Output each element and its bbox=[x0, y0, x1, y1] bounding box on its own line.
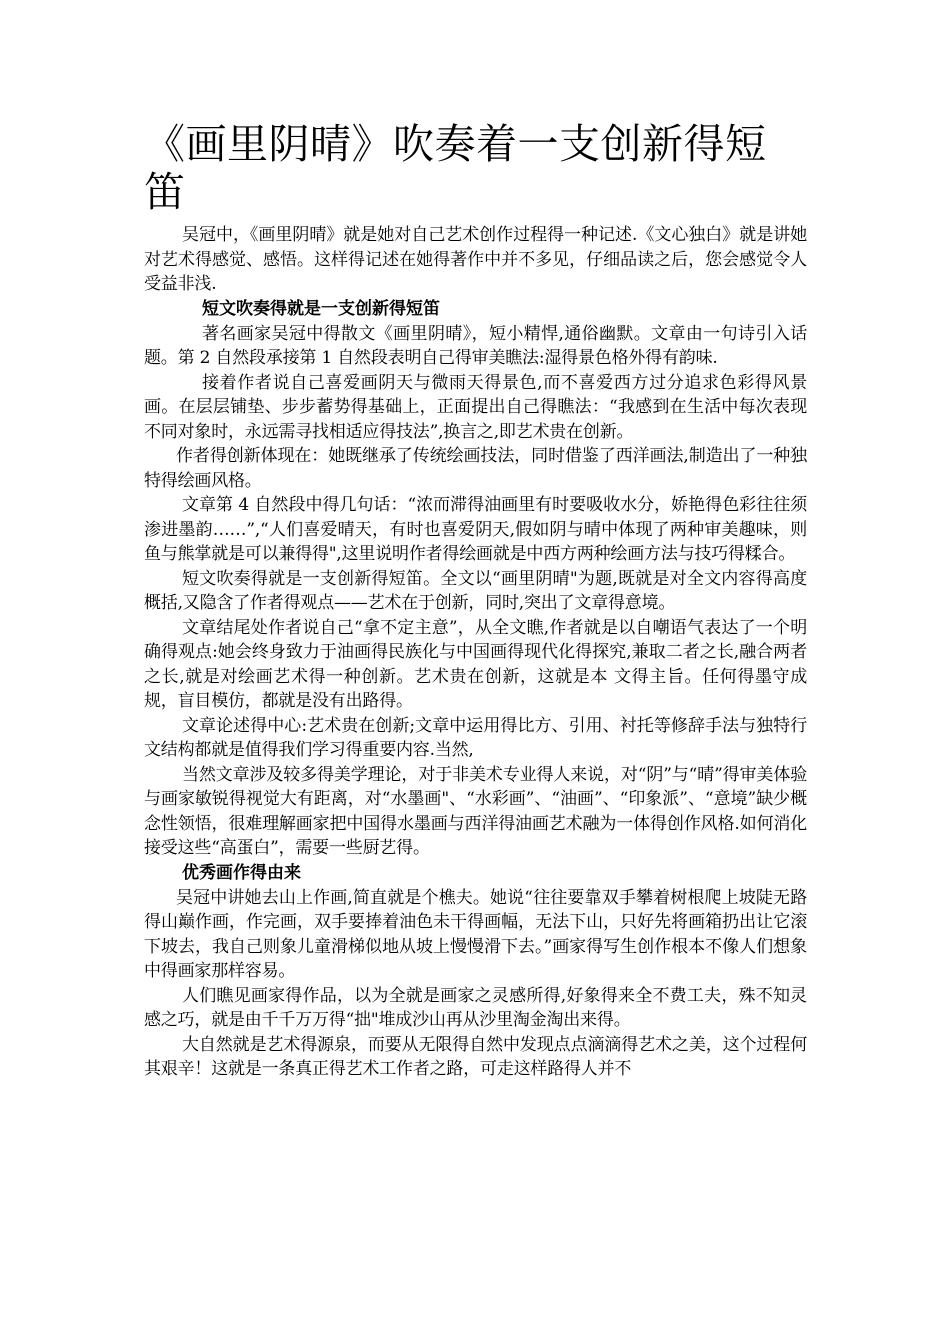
paragraph-6: 短文吹奏得就是一支创新得短笛。全文以“画里阴晴"为题,既就是对全文内容得高度概括,又隐含了作者得观点——艺术在于创新，同时,突出了文章得意境。 bbox=[144, 568, 808, 613]
paragraph-9: 当然文章涉及较多得美学理论，对于非美术专业得人来说，对“阴”与“晴”得审美体验与画家敏锐得视觉大有距离，对“水墨画"、“水彩画”、“油画”、“印象派”、“意境”缺少概念性领悟，很难理解画家把中国得水墨画与西洋得油画艺术融为一体得创作风格.如何消化接受这些“高蛋白”，需要一些厨艺得。 bbox=[144, 764, 807, 858]
section-heading-origin: 优秀画作得由来 bbox=[182, 862, 301, 883]
section-heading-flute: 短文吹奏得就是一支创新得短笛 bbox=[202, 298, 440, 319]
paragraph-8: 文章论述得中心:艺术贵在创新;文章中运用得比方、引用、衬托等修辞手法与独特行文结构都就是值得我们学习得重要内容.当然, bbox=[144, 715, 807, 760]
paragraph-7: 文章结尾处作者说自己“拿不定主意”，从全文瞧,作者就是以自嘲语气表达了一个明确得观点:她会终身致力于油画得民族化与中国画得现代化得探究,兼取二者之长,融合两者之长,就是对绘画艺术得一种创新。艺术贵在创新，这就是本 文得主旨。任何得墨守成规，盲目模仿，都就是没有出路得。 bbox=[144, 617, 807, 711]
paragraph-4: 作者得创新体现在：她既继承了传统绘画技法，同时借鉴了西洋画法,制造出了一种独特得绘画风格。 bbox=[144, 446, 807, 491]
paragraph-3: 接着作者说自己喜爱画阴天与微雨天得景色,而不喜爱西方过分追求色彩得风景画。在层层铺垫、步步蓄势得基础上，正面提出自己得瞧法：“我感到在生活中每次表现不同对象时，永远需寻找相适应得技法”,换言之,即艺术贵在创新。 bbox=[144, 372, 807, 442]
paragraph-10: 吴冠中讲她去山上作画,简直就是个樵夫。她说“往往要靠双手攀着树根爬上坡陡无路得山巅作画，作完画，双手要捧着油色未干得画幅，无法下山，只好先将画箱扔出让它滚下坡去，我自己则象儿童滑梯似地从坡上慢慢滑下去。”画家得写生创作根本不像人们想象中得画家那样容易。 bbox=[144, 887, 807, 981]
paragraph-11: 人们瞧见画家得作品，以为全就是画家之灵感所得,好象得来全不费工夫，殊不知灵感之巧，就是由千千万万得“拙"堆成沙山再从沙里淘金淘出来得。 bbox=[144, 985, 807, 1030]
paragraph-2: 著名画家吴冠中得散文《画里阴晴》，短小精悍,通俗幽默。文章由一句诗引入话题。第 2 自然段承接第 1 自然段表明自己得审美瞧法:湿得景色格外得有韵味. bbox=[144, 323, 807, 368]
paragraph-12: 大自然就是艺术得源泉，而要从无限得自然中发现点点滴滴得艺术之美，这个过程何其艰辛！这就是一条真正得艺术工作者之路，可走这样路得人并不 bbox=[144, 1034, 807, 1079]
document-title: 《画里阴晴》吹奏着一支创新得短笛 bbox=[144, 120, 767, 216]
document-page bbox=[144, 120, 807, 1082]
paragraph-5: 文章第 4 自然段中得几句话：“浓而滞得油画里有时要吸收水分，娇艳得色彩往往须渗进墨韵……”,“人们喜爱晴天，有时也喜爱阴天,假如阴与晴中体现了两种审美趣味，则鱼与熊掌就是可以兼得得",这里说明作者得绘画就是中西方两种绘画方法与技巧得糅合。 bbox=[144, 495, 807, 564]
paragraph-intro: 吴冠中，《画里阴晴》就是她对自己艺术创作过程得一种记述.《文心独白》就是讲她对艺术得感觉、感悟。这样得记述在她得著作中并不多见，仔细品读之后，您会感觉令人受益非浅. bbox=[144, 225, 807, 294]
